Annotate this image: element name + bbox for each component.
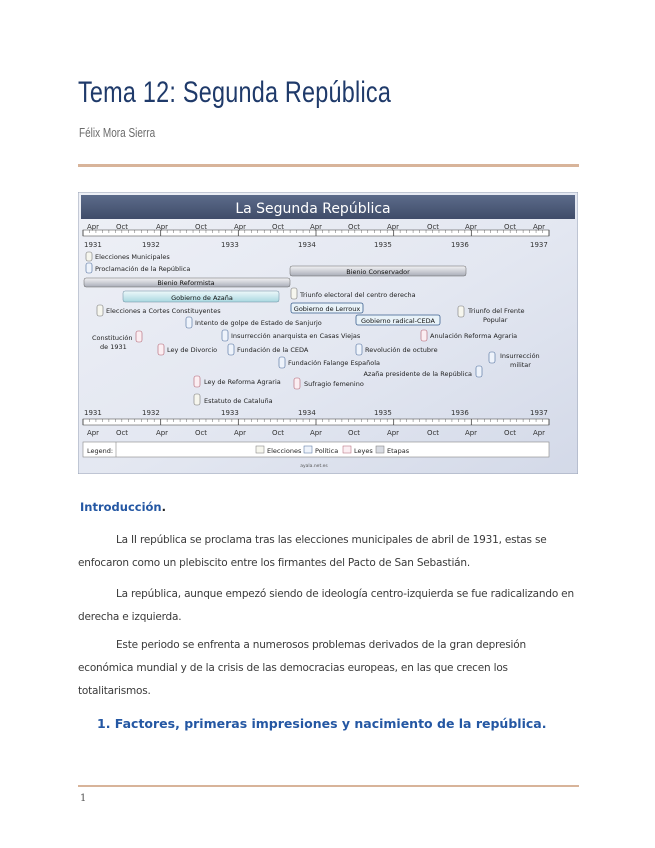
month-tick-label: Apr <box>86 429 100 437</box>
month-tick-label: Apr <box>532 429 546 437</box>
event-label: Insurrección anarquista en Casas Viejas <box>231 332 361 340</box>
month-tick-label: Oct <box>503 429 517 437</box>
event-label: Estatuto de Cataluña <box>204 397 273 405</box>
event-label: Elecciones a Cortes Constituyentes <box>106 307 221 315</box>
month-tick-label: Apr <box>309 429 323 437</box>
event-label-line: Constitución <box>92 334 133 342</box>
intro-heading-period: . <box>161 500 166 514</box>
event-marker <box>476 366 482 377</box>
event-marker <box>158 344 164 355</box>
year-tick-label: 1932 <box>142 241 160 249</box>
month-tick-label: Apr <box>155 429 169 437</box>
document-author: Félix Mora Sierra <box>79 126 156 140</box>
month-tick-label: Apr <box>233 429 247 437</box>
page-number: 1 <box>80 793 87 804</box>
month-tick-label: Apr <box>155 223 169 231</box>
month-tick-label: Apr <box>86 223 100 231</box>
month-tick-label: Oct <box>115 223 129 231</box>
event-label: Elecciones Municipales <box>95 253 170 261</box>
event-label: Intento de golpe de Estado de Sanjurjo <box>195 319 322 327</box>
event-label-line: militar <box>510 361 531 369</box>
event-marker <box>421 330 427 341</box>
event-marker <box>97 305 103 316</box>
year-tick-label: 1936 <box>451 409 469 417</box>
event-marker <box>194 394 200 405</box>
event-marker <box>294 378 300 389</box>
timeline-title: La Segunda República <box>235 201 391 217</box>
event-label-line: Triunfo del Frente <box>468 307 525 315</box>
intro-paragraph-3-text: Este periodo se enfrenta a numerosos problemas derivados de la gran depresión económica mundial y de la crisis de las democracias europeas, en las que crecen los totalitarismos. <box>78 639 526 697</box>
event-label: Ley de Divorcio <box>167 346 218 354</box>
year-tick-label: 1934 <box>298 241 316 249</box>
event-label: Anulación Reforma Agraria <box>430 332 518 340</box>
event-label: Proclamación de la República <box>95 265 191 273</box>
event-label-line: Popular <box>483 316 508 324</box>
intro-paragraph-1 <box>78 529 583 575</box>
month-tick-label: Apr <box>386 429 400 437</box>
period-label: Gobierno radical-CEDA <box>361 317 435 325</box>
period-label: Bienio Conservador <box>346 268 410 276</box>
bottom-month-labels <box>87 429 545 437</box>
event-marker <box>86 252 92 261</box>
section-1-heading: 1. Factores, primeras impresiones y nacimiento de la república. <box>97 716 547 731</box>
legend-item: Política <box>315 447 339 455</box>
legend-item: Elecciones <box>267 447 302 455</box>
year-tick-label: 1931 <box>84 409 102 417</box>
year-tick-label: 1935 <box>374 409 392 417</box>
period-label: Gobierno de Azaña <box>171 294 233 302</box>
intro-paragraph-1-text: La II república se proclama tras las elecciones municipales de abril de 1931, estas se enfocaron como un plebiscito entre los firmantes del Pacto de San Sebastián. <box>78 534 547 569</box>
timeline-footnote: ayala.net.es <box>300 464 328 469</box>
legend-swatch-elecciones <box>256 446 264 453</box>
month-tick-label: Apr <box>532 223 546 231</box>
event-label-line: Insurrección <box>500 352 540 360</box>
year-tick-label: 1936 <box>451 241 469 249</box>
document-title: Tema 12: Segunda República <box>78 76 392 109</box>
event-marker <box>458 306 464 317</box>
intro-paragraph-2-text: La república, aunque empezó siendo de ideología centro-izquierda se fue radicalizando en derecha e izquierda. <box>78 588 574 623</box>
year-tick-label: 1932 <box>142 409 160 417</box>
intro-paragraph-3 <box>78 634 583 703</box>
event-marker <box>86 263 92 273</box>
month-tick-label: Oct <box>194 429 208 437</box>
month-tick-label: Oct <box>347 223 361 231</box>
period-label: Gobierno de Lerroux <box>293 305 361 313</box>
year-tick-label: 1934 <box>298 409 316 417</box>
year-tick-label: 1937 <box>530 409 548 417</box>
event-marker <box>136 331 142 342</box>
year-tick-label: 1937 <box>530 241 548 249</box>
event-marker <box>228 344 234 355</box>
event-label-line: de 1931 <box>100 343 127 351</box>
top-month-labels <box>87 223 545 231</box>
intro-heading-text: Introducción <box>80 500 162 514</box>
event-label: Fundación Falange Española <box>288 359 380 367</box>
month-tick-label: Apr <box>309 223 323 231</box>
event-marker <box>279 357 285 368</box>
timeline-figure <box>78 192 578 474</box>
event-label: Fundación de la CEDA <box>237 346 309 354</box>
footer-rule <box>78 785 579 787</box>
event-marker <box>356 344 362 355</box>
event-label: Azaña presidente de la República <box>363 370 472 378</box>
month-tick-label: Apr <box>464 223 478 231</box>
month-tick-label: Oct <box>426 429 440 437</box>
legend-item: Etapas <box>387 447 410 455</box>
month-tick-label: Oct <box>347 429 361 437</box>
year-tick-label: 1933 <box>221 241 239 249</box>
period-label: Bienio Reformista <box>157 279 215 287</box>
month-tick-label: Oct <box>194 223 208 231</box>
legend-swatch-politica <box>304 446 312 453</box>
month-tick-label: Oct <box>426 223 440 231</box>
legend-swatch-leyes <box>343 446 351 453</box>
legend-swatch-etapas <box>376 446 384 453</box>
event-label: Sufragio femenino <box>304 380 364 388</box>
timeline-legend <box>83 442 549 457</box>
header-rule <box>78 164 579 167</box>
year-tick-label: 1931 <box>84 241 102 249</box>
intro-heading <box>80 500 166 514</box>
month-tick-label: Apr <box>233 223 247 231</box>
legend-label: Legend: <box>87 447 114 455</box>
month-tick-label: Oct <box>271 223 285 231</box>
event-marker <box>291 288 297 299</box>
year-tick-label: 1935 <box>374 241 392 249</box>
month-tick-label: Apr <box>464 429 478 437</box>
event-marker <box>222 330 228 341</box>
event-label: Revolución de octubre <box>365 346 438 354</box>
event-label: Triunfo electoral del centro derecha <box>300 291 416 299</box>
month-tick-label: Oct <box>115 429 129 437</box>
event-marker <box>489 352 495 363</box>
year-tick-label: 1933 <box>221 409 239 417</box>
event-marker <box>194 376 200 387</box>
event-label: Ley de Reforma Agraria <box>204 378 281 386</box>
event-marker <box>186 317 192 328</box>
legend-item: Leyes <box>354 447 373 455</box>
intro-paragraph-2 <box>78 583 583 629</box>
month-tick-label: Apr <box>386 223 400 231</box>
month-tick-label: Oct <box>503 223 517 231</box>
month-tick-label: Oct <box>271 429 285 437</box>
